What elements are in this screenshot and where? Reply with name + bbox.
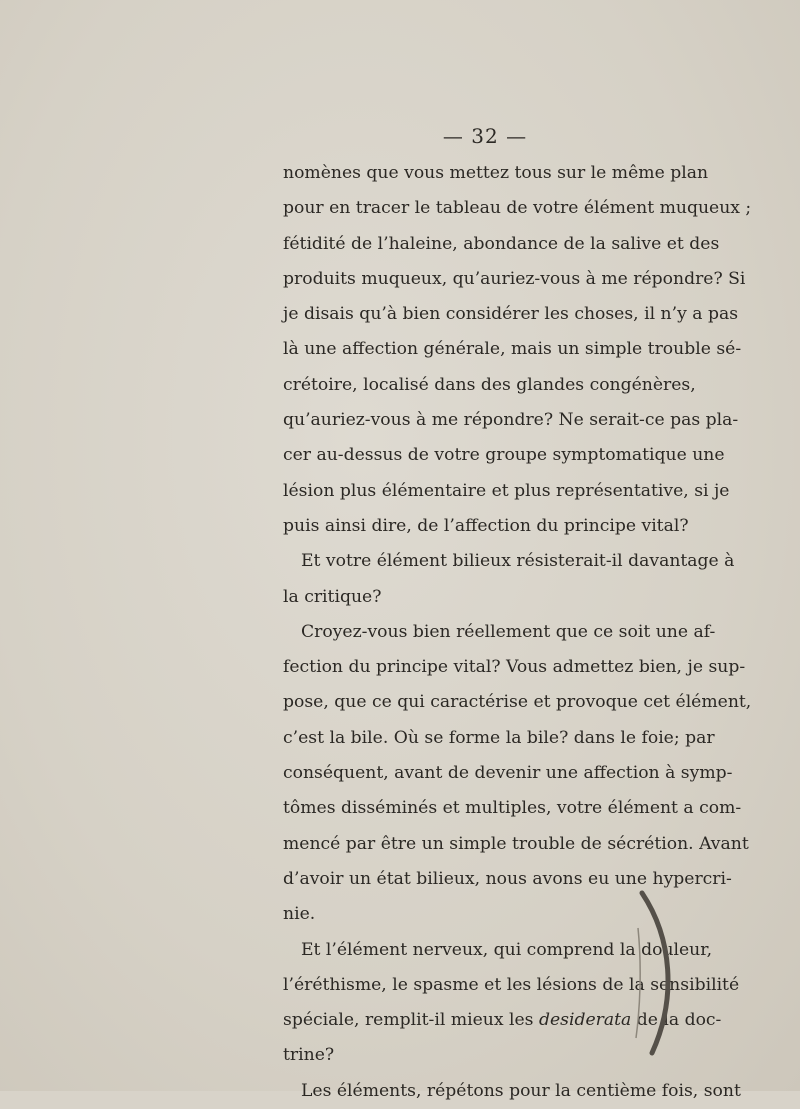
text-line: cer au-dessus de votre groupe symptomatique une bbox=[283, 445, 725, 466]
text-line: la critique? bbox=[283, 586, 382, 607]
text-line: tômes disséminés et multiples, votre élément a com- bbox=[283, 798, 742, 819]
text-line: Et l’élément nerveux, qui comprend la douleur, bbox=[301, 939, 713, 960]
text-line: trine? bbox=[283, 1045, 335, 1066]
text-line: crétoire, localisé dans des glandes congénères, bbox=[283, 374, 696, 395]
text-line: lésion plus élémentaire et plus représentative, si je bbox=[283, 480, 730, 501]
text-line: l’éréthisme, le spasme et les lésions de la sensibilité bbox=[283, 974, 740, 995]
bracket-mark bbox=[632, 888, 682, 1058]
page-number: — 32 — bbox=[442, 124, 528, 148]
body-text bbox=[283, 156, 752, 1109]
text-line: produits muqueux, qu’auriez-vous à me répondre? Si bbox=[283, 268, 746, 289]
text-line: c’est la bile. Où se forme la bile? dans le foie; par bbox=[283, 727, 715, 748]
text-line: pose, que ce qui caractérise et provoque cet élément, bbox=[283, 692, 752, 713]
text-line: mencé par être un simple trouble de sécrétion. Avant bbox=[283, 833, 749, 854]
text-line: là une affection générale, mais un simple trouble sé- bbox=[283, 339, 742, 360]
text-line: fétidité de l’haleine, abondance de la salive et des bbox=[283, 233, 720, 254]
text-line: spéciale, remplit-il mieux les desiderata de la doc- bbox=[283, 1010, 722, 1031]
text-line: conséquent, avant de devenir une affection à symp- bbox=[283, 763, 733, 784]
text-line: nie. bbox=[283, 904, 316, 925]
text-line: pour en tracer le tableau de votre élément muqueux ; bbox=[283, 198, 752, 219]
text-line: qu’auriez-vous à me répondre? Ne serait-ce pas pla- bbox=[283, 410, 739, 431]
text-line: Et votre élément bilieux résisterait-il davantage à bbox=[301, 551, 735, 572]
text-line: puis ainsi dire, de l’affection du principe vital? bbox=[283, 515, 689, 536]
text-line: nomènes que vous mettez tous sur le même plan bbox=[283, 163, 709, 183]
text-line: je disais qu’à bien considérer les choses, il n’y a pas bbox=[283, 304, 739, 325]
text-line: fection du principe vital? Vous admettez bien, je sup- bbox=[283, 657, 746, 678]
text-line: Croyez-vous bien réellement que ce soit une af- bbox=[301, 621, 716, 642]
text-line: d’avoir un état bilieux, nous avons eu une hypercri- bbox=[283, 868, 732, 889]
text-line: Les éléments, répétons pour la centième fois, sont bbox=[301, 1080, 741, 1101]
